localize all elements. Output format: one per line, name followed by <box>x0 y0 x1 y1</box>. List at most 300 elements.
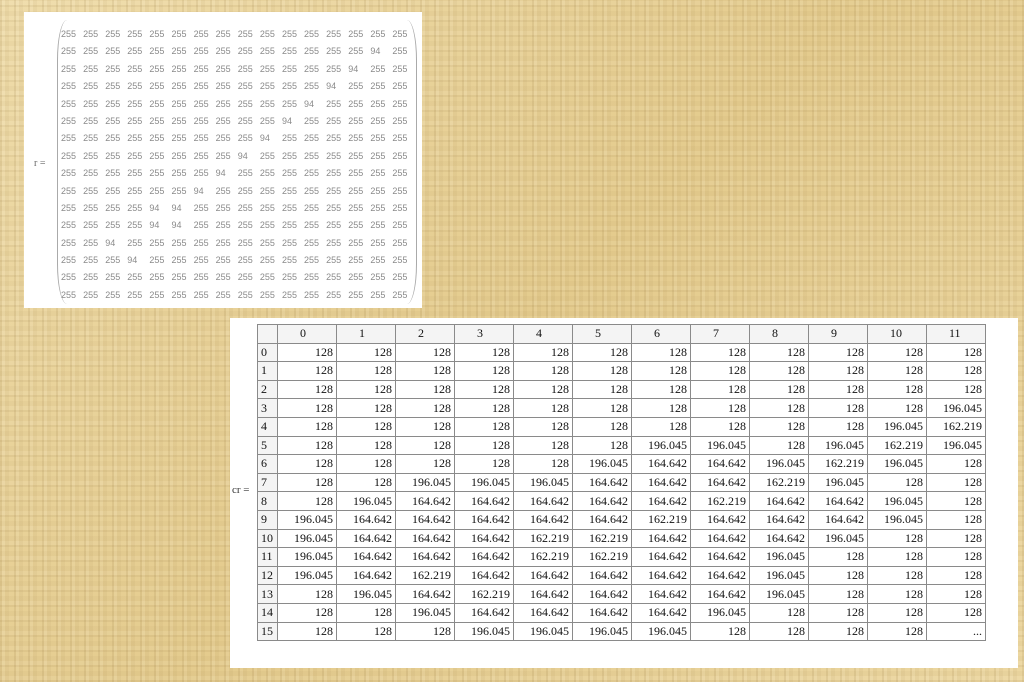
matrix-cell: 94 <box>259 133 270 144</box>
matrix-cell: 255 <box>370 272 386 283</box>
matrix-cell: 255 <box>149 272 165 283</box>
table-panel <box>230 318 1018 668</box>
table-cell: 196.045 <box>750 455 809 474</box>
matrix-cell: 255 <box>193 237 209 248</box>
matrix-cell: 94 <box>281 115 292 126</box>
matrix-cell: 255 <box>83 237 99 248</box>
table-cell: 196.045 <box>927 399 986 418</box>
row-header: 2 <box>258 380 278 399</box>
table-cell: 196.045 <box>809 436 868 455</box>
matrix-cell: 255 <box>105 46 121 57</box>
matrix-cell: 255 <box>237 255 253 266</box>
table-cell: 128 <box>691 622 750 641</box>
table-cell: 164.642 <box>632 548 691 567</box>
matrix-cell: 255 <box>61 63 77 74</box>
matrix-cell: 255 <box>392 29 408 39</box>
cr-body <box>258 343 986 641</box>
table-row <box>258 343 986 362</box>
table-cell: 128 <box>337 436 396 455</box>
table-cell: 128 <box>632 380 691 399</box>
table-cell: 128 <box>514 343 573 362</box>
matrix-cell: 255 <box>127 81 143 92</box>
matrix-cell: 255 <box>171 63 187 74</box>
matrix-cell: 255 <box>149 63 165 74</box>
table-cell: 164.642 <box>750 510 809 529</box>
matrix-cell: 255 <box>392 133 408 144</box>
matrix-cell: 255 <box>304 185 320 196</box>
table-cell: 128 <box>809 399 868 418</box>
table-cell: 128 <box>455 436 514 455</box>
matrix-cell: 255 <box>171 150 187 161</box>
matrix-cell: 255 <box>348 46 364 57</box>
table-cell: 164.642 <box>632 585 691 604</box>
table-cell: 128 <box>691 399 750 418</box>
table-cell: 164.642 <box>632 529 691 548</box>
matrix-cell: 255 <box>237 63 253 74</box>
row-header: 1 <box>258 362 278 381</box>
matrix-cell: 94 <box>127 255 138 266</box>
table-cell: 164.642 <box>455 510 514 529</box>
matrix-cell: 255 <box>326 63 342 74</box>
matrix-cell: 255 <box>127 168 143 179</box>
table-cell: 164.642 <box>809 492 868 511</box>
table-cell: 196.045 <box>573 455 632 474</box>
table-row <box>258 622 986 641</box>
matrix-cell: 255 <box>370 289 386 300</box>
table-cell: 128 <box>337 455 396 474</box>
matrix-cell: 255 <box>105 133 121 144</box>
matrix-cell: 255 <box>304 168 320 179</box>
matrix-cell: 255 <box>237 202 253 213</box>
matrix-cell: 255 <box>105 150 121 161</box>
matrix-cell: 255 <box>281 168 297 179</box>
table-cell: 196.045 <box>632 436 691 455</box>
matrix-cell: 255 <box>326 202 342 213</box>
matrix-cell: 255 <box>326 46 342 57</box>
matrix-cell: 255 <box>215 150 231 161</box>
matrix-cell: 255 <box>127 29 143 39</box>
matrix-cell: 255 <box>348 115 364 126</box>
table-cell: 128 <box>514 380 573 399</box>
table-row <box>258 548 986 567</box>
matrix-cell: 255 <box>370 98 386 109</box>
matrix-cell: 255 <box>392 63 408 74</box>
table-cell: 196.045 <box>868 417 927 436</box>
table-cell: 164.642 <box>691 529 750 548</box>
table-cell: 128 <box>927 566 986 585</box>
matrix-cell: 255 <box>370 29 386 39</box>
matrix-cell: 255 <box>326 289 342 300</box>
table-cell: 162.219 <box>514 529 573 548</box>
table-cell: 164.642 <box>396 492 455 511</box>
matrix-cell: 94 <box>304 98 315 109</box>
matrix-cell: 255 <box>304 46 320 57</box>
table-cell: 128 <box>337 343 396 362</box>
table-cell: 128 <box>927 585 986 604</box>
table-cell: 162.219 <box>514 548 573 567</box>
matrix-cell: 255 <box>281 185 297 196</box>
table-cell: 128 <box>809 603 868 622</box>
table-cell: 128 <box>337 622 396 641</box>
matrix-cell: 255 <box>259 150 275 161</box>
table-cell: 128 <box>750 380 809 399</box>
column-header: 5 <box>573 325 632 344</box>
table-cell: 164.642 <box>573 585 632 604</box>
table-row <box>258 492 986 511</box>
table-cell: 196.045 <box>337 585 396 604</box>
table-cell: 128 <box>927 343 986 362</box>
row-header: 13 <box>258 585 278 604</box>
matrix-cell: 255 <box>127 98 143 109</box>
table-cell: 128 <box>396 380 455 399</box>
matrix-cell: 255 <box>370 133 386 144</box>
table-cell: 164.642 <box>632 492 691 511</box>
table-cell: 128 <box>278 362 337 381</box>
table-cell: 128 <box>396 622 455 641</box>
matrix-cell: 255 <box>149 115 165 126</box>
matrix-cell: 255 <box>326 237 342 248</box>
matrix-cell: 255 <box>392 81 408 92</box>
table-cell: 128 <box>337 380 396 399</box>
matrix-cell: 255 <box>83 168 99 179</box>
matrix-cell: 255 <box>392 202 408 213</box>
matrix-cell: 255 <box>348 150 364 161</box>
row-header: 11 <box>258 548 278 567</box>
table-cell: 196.045 <box>396 473 455 492</box>
table-cell: 128 <box>750 343 809 362</box>
table-cell: 162.219 <box>573 529 632 548</box>
matrix-cell: 255 <box>259 115 275 126</box>
matrix-cell: 255 <box>281 237 297 248</box>
table-cell: 128 <box>927 362 986 381</box>
matrix-cell: 255 <box>281 46 297 57</box>
matrix-cell: 255 <box>370 185 386 196</box>
matrix-cell: 255 <box>326 98 342 109</box>
table-cell: 128 <box>278 380 337 399</box>
table-row <box>258 362 986 381</box>
matrix-cell: 94 <box>149 202 160 213</box>
matrix-cell: 94 <box>171 202 182 213</box>
matrix-cell: 255 <box>83 150 99 161</box>
matrix-cell: 255 <box>105 255 121 266</box>
matrix-cell: 255 <box>127 63 143 74</box>
table-cell: 196.045 <box>337 492 396 511</box>
matrix-cell: 255 <box>61 185 77 196</box>
matrix-cell: 255 <box>83 289 99 300</box>
matrix-cell: 255 <box>215 81 231 92</box>
matrix-cell: 255 <box>61 255 77 266</box>
table-cell: 128 <box>514 399 573 418</box>
matrix-cell: 255 <box>259 289 275 300</box>
matrix-cell: 255 <box>348 237 364 248</box>
matrix-cell: 255 <box>215 202 231 213</box>
matrix-cell: 255 <box>149 150 165 161</box>
matrix-cell: 255 <box>392 46 408 57</box>
table-cell: 128 <box>396 436 455 455</box>
column-header: 1 <box>337 325 396 344</box>
matrix-cell: 255 <box>259 46 275 57</box>
matrix-cell: 255 <box>392 220 408 231</box>
table-cell: 164.642 <box>691 510 750 529</box>
table-cell: 128 <box>868 603 927 622</box>
table-cell: 162.219 <box>750 473 809 492</box>
matrix-cell: 255 <box>348 272 364 283</box>
matrix-cell: 255 <box>237 272 253 283</box>
matrix-cell: 255 <box>105 98 121 109</box>
table-cell: 128 <box>750 362 809 381</box>
matrix-cell: 255 <box>237 133 253 144</box>
matrix-cell: 255 <box>259 63 275 74</box>
table-cell: 196.045 <box>750 566 809 585</box>
matrix-cell: 255 <box>105 81 121 92</box>
matrix-cell: 255 <box>193 168 209 179</box>
table-cell: 128 <box>396 362 455 381</box>
matrix-cell: 255 <box>392 150 408 161</box>
table-row <box>258 417 986 436</box>
matrix-cell: 255 <box>193 115 209 126</box>
row-header: 4 <box>258 417 278 436</box>
matrix-cell: 255 <box>193 202 209 213</box>
column-header: 10 <box>868 325 927 344</box>
matrix-cell: 255 <box>171 98 187 109</box>
matrix-cell: 255 <box>193 220 209 231</box>
matrix-cell: 255 <box>215 46 231 57</box>
table-cell: 128 <box>809 362 868 381</box>
matrix-cell: 255 <box>105 168 121 179</box>
table-cell: 164.642 <box>455 603 514 622</box>
matrix-cell: 255 <box>127 150 143 161</box>
matrix-cell: 255 <box>215 115 231 126</box>
matrix-cell: 94 <box>105 237 116 248</box>
matrix-cell: 255 <box>171 272 187 283</box>
column-header: 9 <box>809 325 868 344</box>
table-cell: 128 <box>750 622 809 641</box>
matrix-cell: 255 <box>237 115 253 126</box>
matrix-cell: 255 <box>237 185 253 196</box>
table-cell: 164.642 <box>573 492 632 511</box>
matrix-cell: 255 <box>370 115 386 126</box>
table-cell: 128 <box>868 380 927 399</box>
matrix-cell: 94 <box>370 46 381 57</box>
matrix-cell: 94 <box>215 168 226 179</box>
table-cell: 164.642 <box>337 566 396 585</box>
table-cell: 196.045 <box>278 548 337 567</box>
table-cell: 128 <box>691 417 750 436</box>
row-header: 12 <box>258 566 278 585</box>
table-cell: 128 <box>337 603 396 622</box>
table-cell: 164.642 <box>455 492 514 511</box>
table-cell: 164.642 <box>809 510 868 529</box>
matrix-cell: 255 <box>127 220 143 231</box>
column-header: 6 <box>632 325 691 344</box>
matrix-cell: 255 <box>149 133 165 144</box>
matrix-cell: 255 <box>193 81 209 92</box>
matrix-cell: 255 <box>259 29 275 39</box>
table-cell: 164.642 <box>455 529 514 548</box>
table-cell: 196.045 <box>750 585 809 604</box>
matrix-cell: 255 <box>193 150 209 161</box>
table-cell: 162.219 <box>632 510 691 529</box>
table-cell: 164.642 <box>632 566 691 585</box>
table-cell: 128 <box>632 417 691 436</box>
table-cell: 128 <box>868 529 927 548</box>
matrix-cell: 255 <box>348 220 364 231</box>
matrix-cell: 255 <box>237 168 253 179</box>
matrix-cell: 255 <box>127 202 143 213</box>
matrix-cell: 255 <box>61 272 77 283</box>
matrix-cell: 255 <box>149 255 165 266</box>
matrix-cell: 94 <box>348 63 359 74</box>
table-cell: 128 <box>278 417 337 436</box>
matrix-cell: 255 <box>392 289 408 300</box>
table-cell: 128 <box>396 343 455 362</box>
matrix-cell: 255 <box>149 29 165 39</box>
column-header: 7 <box>691 325 750 344</box>
matrix-cell: 255 <box>193 98 209 109</box>
matrix-cell: 255 <box>171 289 187 300</box>
column-header: 2 <box>396 325 455 344</box>
matrix-cell: 255 <box>171 185 187 196</box>
row-header: 3 <box>258 399 278 418</box>
table-cell: 128 <box>455 380 514 399</box>
matrix-cell: 255 <box>149 185 165 196</box>
table-cell: 128 <box>514 362 573 381</box>
matrix-cell: 255 <box>105 220 121 231</box>
table-cell: 164.642 <box>396 510 455 529</box>
matrix-cell: 255 <box>348 29 364 39</box>
row-header: 8 <box>258 492 278 511</box>
matrix-cell: 255 <box>281 133 297 144</box>
matrix-cell: 255 <box>304 115 320 126</box>
table-cell: 164.642 <box>514 510 573 529</box>
table-cell: 162.219 <box>691 492 750 511</box>
table-cell: 164.642 <box>691 473 750 492</box>
matrix-cell: 255 <box>171 46 187 57</box>
matrix-cell: 255 <box>215 220 231 231</box>
matrix-cell: 255 <box>281 220 297 231</box>
table-cell: 164.642 <box>396 548 455 567</box>
table-cell: 164.642 <box>573 473 632 492</box>
matrix-cell: 255 <box>215 63 231 74</box>
table-cell: 128 <box>927 529 986 548</box>
matrix-cell: 255 <box>304 237 320 248</box>
matrix-cell: 255 <box>127 46 143 57</box>
table-cell: 128 <box>691 362 750 381</box>
table-cell: 128 <box>927 492 986 511</box>
matrix-cell: 255 <box>215 29 231 39</box>
matrix-cell: 255 <box>237 29 253 39</box>
column-header: 8 <box>750 325 809 344</box>
matrix-cell: 255 <box>370 168 386 179</box>
table-cell: 128 <box>632 362 691 381</box>
matrix-cell: 255 <box>127 237 143 248</box>
table-cell: 164.642 <box>514 566 573 585</box>
matrix-cell: 255 <box>237 237 253 248</box>
table-cell: 196.045 <box>455 473 514 492</box>
matrix-cell: 255 <box>61 98 77 109</box>
matrix-cell: 255 <box>259 255 275 266</box>
table-cell: 128 <box>868 343 927 362</box>
matrix-cell: 255 <box>61 289 77 300</box>
table-cell: 128 <box>809 417 868 436</box>
matrix-cell: 255 <box>83 29 99 39</box>
matrix-cell: 255 <box>370 63 386 74</box>
matrix-cell: 255 <box>149 168 165 179</box>
matrix-cell: 255 <box>392 255 408 266</box>
table-cell: 128 <box>750 399 809 418</box>
matrix-cell: 255 <box>370 220 386 231</box>
table-cell: 128 <box>278 343 337 362</box>
matrix-cell: 255 <box>105 289 121 300</box>
table-cell: 164.642 <box>632 603 691 622</box>
table-cell: 164.642 <box>514 585 573 604</box>
table-cell: 128 <box>514 417 573 436</box>
table-cell: 196.045 <box>573 622 632 641</box>
table-cell: 162.219 <box>809 455 868 474</box>
matrix-cell: 255 <box>326 272 342 283</box>
matrix-cell: 255 <box>326 133 342 144</box>
table-cell: 128 <box>337 399 396 418</box>
table-cell: 128 <box>573 380 632 399</box>
table-cell: 196.045 <box>396 603 455 622</box>
table-cell: 128 <box>868 548 927 567</box>
matrix-cell: 255 <box>259 81 275 92</box>
table-cell: 196.045 <box>514 473 573 492</box>
matrix-cell: 255 <box>259 185 275 196</box>
matrix-cell: 255 <box>259 168 275 179</box>
matrix-label: r = <box>34 158 46 169</box>
matrix-cell: 255 <box>281 272 297 283</box>
table-cell: 128 <box>278 492 337 511</box>
matrix-cell: 255 <box>171 29 187 39</box>
matrix-cell: 255 <box>259 237 275 248</box>
matrix-grid <box>61 26 415 304</box>
table-cell: 162.219 <box>455 585 514 604</box>
table-row <box>258 510 986 529</box>
table-cell: 196.045 <box>868 492 927 511</box>
table-cell: 164.642 <box>632 473 691 492</box>
matrix-cell: 255 <box>392 98 408 109</box>
matrix-cell: 94 <box>237 150 248 161</box>
row-header: 5 <box>258 436 278 455</box>
matrix-cell: 94 <box>171 220 182 231</box>
matrix-cell: 255 <box>61 29 77 39</box>
table-cell: 164.642 <box>514 492 573 511</box>
matrix-cell: 255 <box>83 255 99 266</box>
matrix-cell: 255 <box>171 133 187 144</box>
matrix-cell: 255 <box>61 168 77 179</box>
matrix-cell: 255 <box>215 255 231 266</box>
table-cell: 128 <box>455 362 514 381</box>
table-cell: 128 <box>278 585 337 604</box>
table-cell: 128 <box>750 417 809 436</box>
matrix-cell: 255 <box>61 133 77 144</box>
matrix-cell: 255 <box>105 202 121 213</box>
table-cell: 128 <box>278 622 337 641</box>
matrix-cell: 255 <box>326 185 342 196</box>
table-cell: 128 <box>868 362 927 381</box>
matrix-cell: 255 <box>348 133 364 144</box>
table-cell: 164.642 <box>691 455 750 474</box>
table-cell: 128 <box>691 343 750 362</box>
table-cell: 128 <box>809 343 868 362</box>
row-header: 6 <box>258 455 278 474</box>
table-cell: 164.642 <box>691 585 750 604</box>
table-cell: 128 <box>927 473 986 492</box>
table-cell: 196.045 <box>868 455 927 474</box>
table-row <box>258 473 986 492</box>
matrix-cell: 255 <box>304 272 320 283</box>
